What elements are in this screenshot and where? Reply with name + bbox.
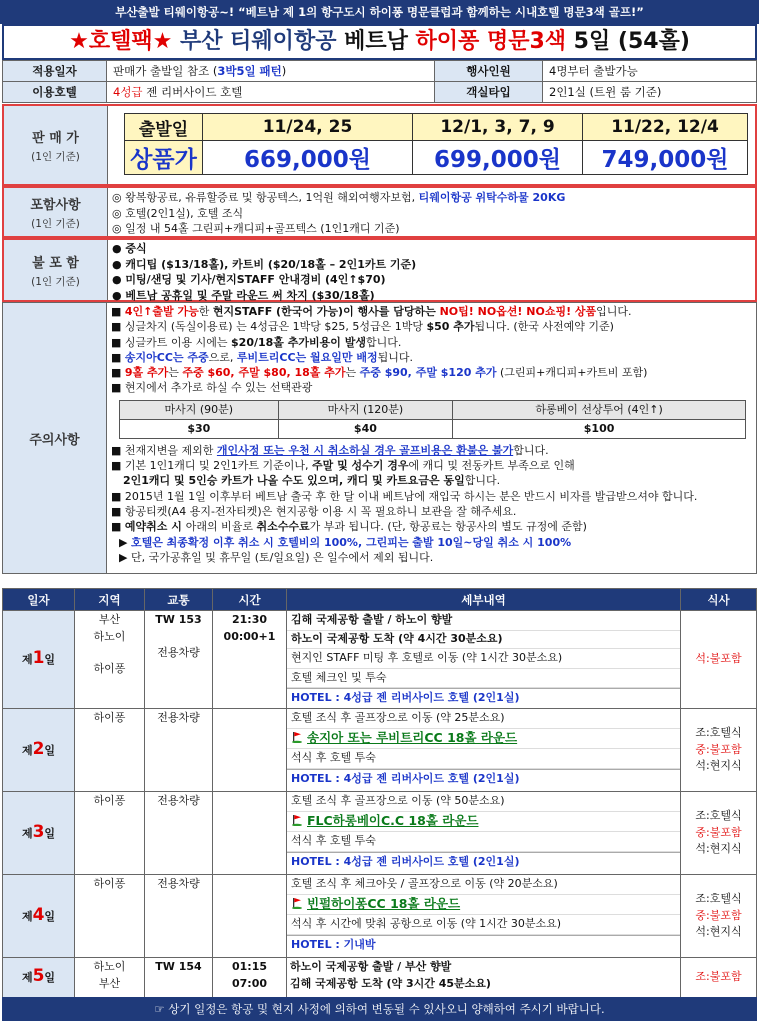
region-cell: 하이퐁 [75,792,145,875]
departure-date: 11/22, 12/4 [583,114,748,141]
price-amount: 699,000원 [413,141,583,175]
meal-cell: 조:불포함 [681,958,757,998]
option-price: $30 [120,419,279,438]
day-label: 제3일 [3,792,75,875]
schedule-header: 지역 [75,589,145,611]
notes-list [111,304,752,565]
note-item: ■ 천재지변을 제외한 개인사정 또는 우천 시 취소하실 경우 골프비용은 환불은 불가합니다. [111,443,549,457]
apply-label: 적용일자 [3,61,107,82]
note-item: ■ 예약취소 시 아래의 비율로 취소수수료가 부과 됩니다. (단, 항공료는 항공사의 별도 규정에 준함) [111,520,587,534]
price-label: 판 매 가 (1인 기준) [4,106,108,184]
room-value: 2인1실 (트윈 룸 기준) [543,82,757,103]
schedule-header: 식사 [681,589,757,611]
schedule-row [3,875,757,958]
golf-round: 송지아 또는 루비트리CC 18홀 라운드 [287,729,680,750]
optional-tour-table [119,400,746,439]
option-price: $100 [453,419,746,438]
transport-cell: TW 153 전용차량 [145,611,213,709]
note-item: ■ 싱글카트 이용 시에는 $20/18홀 추가비용이 발생합니다. [111,335,402,349]
exclude-item: ● 캐디팁 ($13/18홀), 카트비 ($20/18홀 – 2인1카트 기준) [112,257,417,271]
include-item: ◎ 일정 내 54홀 그린피+캐디피+골프텍스 (1인1캐디 기준) [112,222,400,235]
option-header: 마사지 (90분) [120,400,279,419]
region-cell: 하이퐁 [75,709,145,792]
note-item: ■ 기본 1인1캐디 및 2인1카트 기준이나, 주말 및 성수기 경우에 캐디 및 전동카트 부족으로 인해 [111,459,575,473]
price-key: 상품가 [125,141,203,175]
golf-flag-icon [291,814,303,826]
transport-cell: TW 154 [145,958,213,998]
note-item: 2인1캐디 및 5인승 카트가 나올 수도 있으며, 캐디 및 카트요금은 동일합니다. [123,474,501,488]
price-amount: 669,000원 [203,141,413,175]
hotel-label: 이용호텔 [3,82,107,103]
exclude-label: 불 포 함 (1인 기준) [4,240,108,300]
exclude-item: ● 중식 [112,242,147,255]
departure-date: 11/24, 25 [203,114,413,141]
golf-round: FLC하롱베이C.C 18홀 라운드 [287,812,680,833]
time-cell: 01:15 07:00 [213,958,287,998]
golf-round: 빈펄하이퐁CC 18홀 라운드 [287,895,680,916]
time-cell [213,875,287,958]
meal-cell: 조:호텔식 중:불포함 석:현지식 [681,709,757,792]
note-item: ■ 현지에서 추가로 하실 수 있는 선택관광 [111,381,313,395]
schedule-row [3,709,757,792]
note-item: ■ 9홀 추가는 주중 $60, 주말 $80, 18홀 추가는 주중 $90, 주말 $120 추가 (그린피+캐디피+카트비 포함) [111,366,648,380]
day-label: 제5일 [3,958,75,998]
departure-date: 12/1, 3, 7, 9 [413,114,583,141]
option-header: 하롱베이 선상투어 (4인↑) [453,400,746,419]
exclude-item: ● 베트남 공휴일 및 주말 라운드 써 차지 ($30/18홀) [112,288,375,302]
include-item: ◎ 왕복항공료, 유류할증료 및 항공텍스, 1억원 해외여행자보험, 티웨이항공 위탁수하물 20KG [112,191,566,204]
detail-cell: 호텔 조식 후 골프장으로 이동 (약 50분소요) FLC하롱베이C.C 18홀 라운드 석식 후 호텔 투숙 HOTEL : 4성급 젠 리버사이드 호텔 (2인1실) [287,792,681,875]
people-label: 행사인원 [435,61,543,82]
note-item: ■ 항공티켓(A4 용지-전자티켓)은 현지공항 이용 시 꼭 필요하니 보관을 잘 해주세요. [111,504,517,518]
transport-cell: 전용차량 [145,792,213,875]
exclude-item: ● 미팅/샌딩 및 기사/현지STAFF 안내경비 (4인↑$70) [112,273,386,286]
schedule-row [3,958,757,998]
note-item: ■ 송지아CC는 주중으로, 루비트리CC는 월요일만 배정됩니다. [111,350,413,364]
people-value: 4명부터 출발가능 [543,61,757,82]
meal-cell: 석:불포함 [681,611,757,709]
promo-banner: 부산출발 티웨이항공~! “베트남 제 1의 항구도시 하이퐁 명문클럽과 함께하는 시내호텔 명문3색 골프!” [0,0,759,24]
time-cell: 21:30 00:00+1 [213,611,287,709]
price-section [2,104,757,186]
exclude-list [112,241,751,303]
detail-cell: 호텔 조식 후 골프장으로 이동 (약 25분소요) 송지아 또는 루비트리CC 18홀 라운드 석식 후 호텔 투숙 HOTEL : 4성급 젠 리버사이드 호텔 (2인1실) [287,709,681,792]
info-table [2,60,757,103]
include-section [2,186,757,238]
schedule-row [3,611,757,709]
transport-cell: 전용차량 [145,709,213,792]
note-item: ▶ 호텔은 최종확정 이후 취소 시 호텔비의 100%, 그린피는 출발 10일~당일 취소 시 100% [119,535,572,549]
region-cell: 하노이 부산 [75,958,145,998]
price-amount: 749,000원 [583,141,748,175]
meal-cell: 조:호텔식 중:불포함 석:현지식 [681,875,757,958]
room-label: 객실타입 [435,82,543,103]
time-cell [213,792,287,875]
day-label: 제1일 [3,611,75,709]
detail-cell: 호텔 조식 후 체크아웃 / 골프장으로 이동 (약 20분소요) 빈펄하이퐁CC 18홀 라운드 석식 후 시간에 맞춰 공항으로 이동 (약 1시간 30분소요) HOTEL : 기내박 [287,875,681,958]
region-cell: 하이퐁 [75,875,145,958]
product-title: ★호텔팩★ 부산 티웨이항공 베트남 하이퐁 명문3색 5일 (54홀) [2,24,757,60]
region-cell: 부산 하노이 하이퐁 [75,611,145,709]
day-label: 제4일 [3,875,75,958]
day-label: 제2일 [3,709,75,792]
schedule-header: 일자 [3,589,75,611]
note-item: ■ 싱글차지 (독실이용료) 는 4성급은 1박당 $25, 5성급은 1박당 $50 추가됩니다. (한국 사전예약 기준) [111,320,614,334]
note-item: ■ 4인↑출발 가능한 현지STAFF (한국어 가능)이 행사를 담당하는 NO팁! NO옵션! NO쇼핑! 상품입니다. [111,305,632,318]
golf-flag-icon [291,897,303,909]
detail-cell: 김해 국제공항 출발 / 하노이 향발 하노이 국제공항 도착 (약 4시간 30분소요) 현지인 STAFF 미팅 후 호텔로 이동 (약 1시간 30분소요) 호텔 체크인 및 투숙 HOTEL : 4성급 젠 리버사이드 호텔 (2인1실) [287,611,681,709]
option-price: $40 [278,419,453,438]
footer-notice: ☞ 상기 일정은 항공 및 현지 사정에 의하여 변동될 수 있사오니 양해하여 주시기 바랍니다. [2,997,757,1021]
include-label: 포함사항 (1인 기준) [4,188,108,236]
apply-value: 판매가 출발일 참조 (3박5일 패턴) [107,61,435,82]
include-item: ◎ 호텔(2인1실), 호텔 조식 [112,206,244,220]
notes-label: 주의사항 [3,303,107,573]
hotel-value: 4성급 젠 리버사이드 호텔 [107,82,435,103]
price-table [124,113,748,175]
detail-cell: 하노이 국제공항 출발 / 부산 향발 김해 국제공항 도착 (약 3시간 45분소요) [287,958,681,998]
departure-key: 출발일 [125,114,203,141]
exclude-section [2,238,757,302]
meal-cell: 조:호텔식 중:불포함 석:현지식 [681,792,757,875]
transport-cell: 전용차량 [145,875,213,958]
schedule-row [3,792,757,875]
notes-section [2,302,757,574]
schedule-table [2,588,757,998]
schedule-header: 시간 [213,589,287,611]
note-item: ■ 2015년 1월 1일 이후부터 베트남 출국 후 한 달 이내 베트남에 재입국 하시는 분은 반드시 비자를 발급받으셔야 합니다. [111,489,698,503]
include-list [112,190,751,237]
schedule-header: 교통 [145,589,213,611]
option-header: 마사지 (120분) [278,400,453,419]
time-cell [213,709,287,792]
golf-flag-icon [291,731,303,743]
note-item: ▶ 단, 국가공휴일 및 휴무일 (토/일요일) 은 일수에서 제외 됩니다. [119,550,434,564]
schedule-header: 세부내역 [287,589,681,611]
